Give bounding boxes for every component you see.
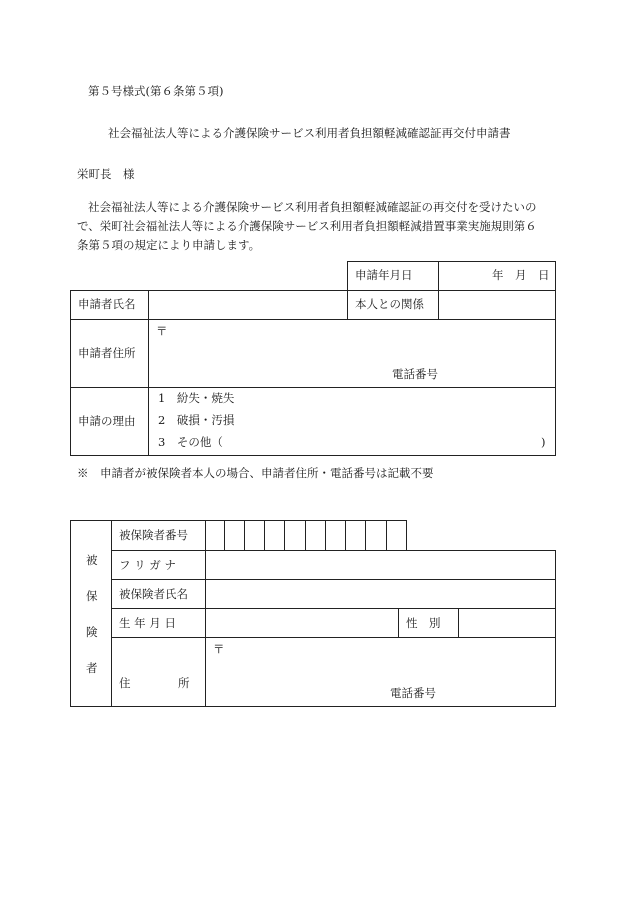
insured-address-label-2: 所 [178, 676, 190, 690]
relationship-label: 本人との関係 [355, 297, 424, 311]
gender-label: 性 別 [406, 616, 441, 630]
reason-other[interactable]: 3 その他（ [158, 435, 223, 449]
insured-number-field[interactable] [206, 521, 406, 549]
body-line-3: 条第５項の規定により申請します。 [77, 238, 261, 252]
insured-name-field[interactable] [207, 581, 554, 607]
gender-field[interactable] [460, 610, 554, 636]
body-line-2: で、栄町社会福祉法人等による介護保険サービス利用者負担額軽減措置事業実施規則第６ [77, 219, 537, 233]
body-line-1: 社会福祉法人等による介護保険サービス利用者負担額軽減確認証の再交付を受けたいの [88, 200, 537, 214]
insured-name-label: 被保険者氏名 [119, 587, 188, 601]
form-number: 第５号様式(第６条第５項) [88, 84, 224, 98]
applicant-phone-label: 電話番号 [392, 367, 438, 381]
addressee: 栄町長 様 [77, 167, 135, 181]
insured-number-label: 被保険者番号 [119, 528, 188, 542]
reason-lost[interactable]: 1 紛失・焼失 [158, 391, 235, 405]
applicant-name-label: 申請者氏名 [78, 297, 136, 311]
insured-side-label-4: 者 [86, 661, 98, 675]
applicant-name-field[interactable] [150, 292, 345, 318]
reason-other-close: ) [541, 435, 546, 449]
form-title: 社会福祉法人等による介護保険サービス利用者負担額軽減確認証再交付申請書 [108, 126, 511, 140]
insured-phone-label: 電話番号 [390, 686, 436, 700]
reason-damaged[interactable]: 2 破損・汚損 [158, 413, 235, 427]
insured-side-label-3: 険 [86, 625, 98, 639]
insured-address-label-1: 住 [119, 676, 131, 690]
applicant-postal-mark: 〒 [156, 324, 168, 338]
note: ※ 申請者が被保険者本人の場合、申請者住所・電話番号は記載不要 [77, 466, 434, 480]
insured-side-label-1: 被 [86, 553, 98, 567]
insured-postal-mark: 〒 [213, 642, 225, 656]
birth-date-field[interactable] [207, 610, 397, 636]
birth-date-label: 生 年 月 日 [119, 616, 176, 630]
furigana-label: フ リ ガ ナ [119, 558, 176, 572]
furigana-field[interactable] [207, 552, 554, 578]
application-date-value[interactable]: 年 月 日 [492, 268, 550, 282]
reason-label: 申請の理由 [78, 414, 136, 428]
relationship-field[interactable] [440, 292, 554, 318]
applicant-address-label: 申請者住所 [78, 346, 136, 360]
application-date-label: 申請年月日 [355, 268, 413, 282]
insured-side-label-2: 保 [86, 589, 98, 603]
